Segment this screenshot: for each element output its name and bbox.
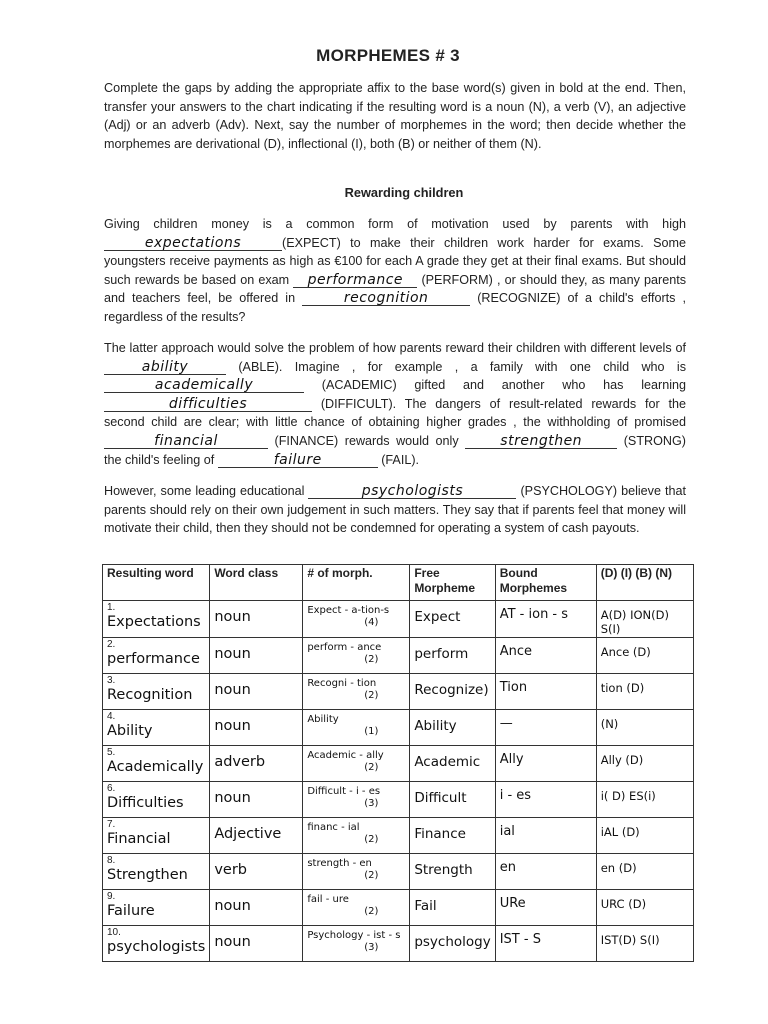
page-title: MORPHEMES # 3 [316, 46, 460, 65]
p1-text-2: (EXPECT) to make their children work harder for exams. Some youngsters receive payments as high as €100 for each A grade they get at their final exams. But should such rewards be based on exam [104, 235, 686, 287]
cell-resulting-word[interactable] [103, 818, 210, 854]
blank-2[interactable] [293, 273, 417, 288]
bound-morphemes: i - es [499, 788, 532, 803]
cell-dibn[interactable] [596, 782, 693, 818]
free-morpheme: psychology [414, 934, 491, 950]
cell-bound-morphemes[interactable] [495, 926, 596, 962]
cell-dibn[interactable] [596, 890, 693, 926]
free-morpheme: Expect [414, 609, 461, 625]
morph-count: (1) [364, 726, 379, 737]
answer-7: financial [154, 432, 218, 449]
table-header-row [103, 565, 694, 601]
p2-text-1: The latter approach would solve the problem of how parents reward their children with different levels of [104, 341, 686, 355]
answer-2: performance [307, 271, 404, 288]
bound-morphemes: Tion [499, 680, 528, 695]
cell-word-class[interactable] [210, 638, 303, 674]
cell-bound-morphemes[interactable] [495, 818, 596, 854]
free-morpheme: Difficult [414, 790, 467, 806]
dibn-value: Ance (D) [600, 645, 651, 659]
table-row [103, 926, 694, 962]
free-morpheme: Academic [414, 754, 481, 770]
cell-bound-morphemes[interactable] [495, 674, 596, 710]
p3-text-2: (PSYCHOLOGY) believe that parents should rely on their own judgement in such matters. They say that if parents feel that money will motivate their child, then they should not be condemned for operating a system of cash payouts. [104, 484, 687, 536]
cell-morph-count[interactable] [303, 746, 410, 782]
bound-morphemes: — [499, 716, 513, 731]
resulting-word: Financial [107, 831, 171, 847]
resulting-word: performance [107, 651, 200, 667]
free-morpheme: Strength [414, 862, 473, 878]
bound-morphemes: Ally [499, 752, 524, 767]
table-row [103, 746, 694, 782]
morph-breakdown: financ - ial [307, 822, 360, 833]
resulting-word: Academically [107, 759, 204, 775]
instructions: Complete the gaps by adding the appropriate affix to the base word(s) given in bold at the end. Then, transfer your answers to the chart indicating if the resulting word is a noun (N), a verb (V), an adjective (Adj) or an adverb (Adv). Next, say the number of morphemes in the word; then decide whether the morphemes are derivational (D), inflectional (I), both (B) or neither of them (N). [104, 81, 686, 151]
dibn-value: IST(D) S(I) [600, 933, 660, 947]
p2-text-2: (ABLE). Imagine , for example , a family with one child who is [238, 359, 687, 374]
word-class: adverb [214, 754, 266, 770]
cell-resulting-word[interactable] [103, 638, 210, 674]
morph-count: (2) [364, 870, 379, 881]
cell-morph-count[interactable] [303, 926, 410, 962]
dibn-value: i( D) ES(i) [600, 789, 656, 803]
cell-resulting-word[interactable] [103, 890, 210, 926]
cell-bound-morphemes[interactable] [495, 854, 596, 890]
cell-dibn[interactable] [596, 746, 693, 782]
cell-word-class[interactable] [210, 926, 303, 962]
cell-word-class[interactable] [210, 674, 303, 710]
p2-text-4: (DIFFICULT). The dangers of result-related rewards for the second child are clear; with little chance of obtaining higher grades , the withholding of promised [104, 396, 686, 430]
morph-breakdown: Expect - a-tion-s [307, 605, 390, 616]
cell-dibn[interactable] [596, 674, 693, 710]
cell-free-morpheme[interactable] [410, 890, 495, 926]
blank-5[interactable] [104, 378, 304, 393]
table-row [103, 601, 694, 638]
cell-bound-morphemes[interactable] [495, 601, 596, 638]
p2-text-5: (FINANCE) rewards would only [274, 433, 459, 448]
cell-morph-count[interactable] [303, 674, 410, 710]
word-class: noun [214, 718, 251, 734]
bound-morphemes: URe [499, 896, 526, 911]
morph-count: (4) [364, 617, 379, 628]
answer-5: academically [154, 377, 254, 394]
paragraph-1 [104, 215, 686, 327]
blank-7[interactable] [104, 434, 268, 449]
cell-bound-morphemes[interactable] [495, 638, 596, 674]
cell-free-morpheme[interactable] [410, 638, 495, 674]
morph-count: (2) [364, 906, 379, 917]
bound-morphemes: AT - ion - s [499, 607, 569, 622]
dibn-value: Ally (D) [600, 753, 644, 767]
cell-morph-count[interactable] [303, 601, 410, 638]
cell-dibn[interactable] [596, 601, 693, 638]
p2-text-3: (ACADEMIC) gifted and another who has learning [321, 378, 687, 393]
morph-breakdown: perform - ance [307, 642, 382, 653]
cell-morph-count[interactable] [303, 890, 410, 926]
header-bound-morphemes: Bound Morphemes [495, 565, 596, 601]
cell-word-class[interactable] [210, 854, 303, 890]
bound-morphemes: en [499, 860, 516, 875]
cell-morph-count[interactable] [303, 638, 410, 674]
p2-text-6: (STRONG) the child's feeling of [104, 433, 686, 467]
header-resulting-word: Resulting word [103, 565, 210, 601]
morph-count: (2) [364, 690, 379, 701]
word-class: noun [214, 898, 251, 914]
chart-body [103, 601, 694, 962]
cell-bound-morphemes[interactable] [495, 782, 596, 818]
cell-dibn[interactable] [596, 638, 693, 674]
morph-breakdown: fail - ure [307, 894, 349, 905]
table-row [103, 854, 694, 890]
table-row [103, 638, 694, 674]
answer-6: difficulties [168, 395, 248, 412]
word-class: noun [214, 934, 251, 950]
cell-dibn[interactable] [596, 710, 693, 746]
cell-bound-morphemes[interactable] [495, 710, 596, 746]
word-class: noun [214, 682, 251, 698]
free-morpheme: Finance [414, 826, 466, 842]
row-number: 2. [107, 639, 116, 650]
blank-10[interactable] [308, 484, 516, 499]
cell-word-class[interactable] [210, 746, 303, 782]
cell-resulting-word[interactable] [103, 782, 210, 818]
resulting-word: Difficulties [107, 795, 184, 811]
table-row [103, 782, 694, 818]
bound-morphemes: IST - S [499, 932, 541, 947]
answer-3: recognition [343, 290, 429, 307]
cell-dibn[interactable] [596, 818, 693, 854]
free-morpheme: Fail [414, 898, 437, 914]
row-number: 7. [107, 819, 116, 830]
blank-8[interactable] [465, 434, 617, 449]
header-free-morpheme: Free Morpheme [410, 565, 495, 601]
row-number: 5. [107, 747, 116, 758]
morph-count: (2) [364, 762, 379, 773]
resulting-word: Failure [107, 903, 155, 919]
free-morpheme: Recognize) [414, 682, 489, 698]
p3-text-1: However, some leading educational [104, 484, 305, 498]
answer-8: strengthen [500, 432, 583, 449]
cell-free-morpheme[interactable] [410, 854, 495, 890]
row-number: 1. [107, 602, 116, 613]
dibn-value: tion (D) [600, 681, 645, 695]
paragraph-2 [104, 339, 686, 469]
cell-free-morpheme[interactable] [410, 782, 495, 818]
cell-word-class[interactable] [210, 710, 303, 746]
blank-1[interactable] [104, 236, 282, 251]
morph-breakdown: Recogni - tion [307, 678, 377, 689]
cell-resulting-word[interactable] [103, 746, 210, 782]
section-subtitle: Rewarding children [344, 185, 464, 200]
morph-count: (3) [364, 942, 379, 953]
p1-text-1: Giving children money is a common form of motivation used by parents with high [104, 217, 686, 231]
cell-free-morpheme[interactable] [410, 674, 495, 710]
table-row [103, 710, 694, 746]
blank-6[interactable] [104, 397, 312, 412]
cell-resulting-word[interactable] [103, 601, 210, 638]
word-class: Adjective [214, 826, 282, 842]
p1-text-4: (RECOGNIZE) of a child's efforts , regardless of the results? [104, 291, 687, 324]
cell-resulting-word[interactable] [103, 854, 210, 890]
morph-breakdown: Psychology - ist - s [307, 930, 401, 941]
table-row [103, 890, 694, 926]
dibn-value: URC (D) [600, 897, 647, 911]
cell-free-morpheme[interactable] [410, 818, 495, 854]
answer-10: psychologists [361, 483, 464, 499]
row-number: 3. [107, 675, 116, 686]
cell-morph-count[interactable] [303, 782, 410, 818]
cell-free-morpheme[interactable] [410, 926, 495, 962]
answer-1: expectations [144, 234, 242, 251]
header-morph-count: # of morph. [303, 565, 410, 601]
dibn-value: A(D) ION(D) S(I) [600, 608, 669, 636]
morph-breakdown: Difficult - i - es [307, 786, 381, 797]
cell-free-morpheme[interactable] [410, 601, 495, 638]
cell-resulting-word[interactable] [103, 674, 210, 710]
resulting-word: psychologists [107, 939, 206, 955]
cell-free-morpheme[interactable] [410, 710, 495, 746]
morph-breakdown: Academic - ally [307, 750, 384, 761]
morph-count: (2) [364, 834, 379, 845]
resulting-word: Strengthen [107, 867, 188, 883]
cell-bound-morphemes[interactable] [495, 746, 596, 782]
cell-word-class[interactable] [210, 890, 303, 926]
morph-breakdown: Ability [307, 714, 339, 725]
header-dibn: (D) (I) (B) (N) [596, 565, 693, 601]
dibn-value: en (D) [600, 861, 637, 875]
cell-word-class[interactable] [210, 818, 303, 854]
dibn-value: (N) [600, 717, 619, 731]
resulting-word: Ability [107, 723, 153, 739]
resulting-word: Expectations [107, 614, 201, 630]
cell-dibn[interactable] [596, 926, 693, 962]
cell-word-class[interactable] [210, 782, 303, 818]
cell-bound-morphemes[interactable] [495, 890, 596, 926]
resulting-word: Recognition [107, 687, 193, 703]
blank-4[interactable] [104, 360, 226, 375]
p1-text-3: (PERFORM) , or should they, as many parents and teachers feel, be offered in [104, 272, 687, 306]
morph-breakdown: strength - en [307, 858, 372, 869]
cell-morph-count[interactable] [303, 854, 410, 890]
cell-resulting-word[interactable] [103, 926, 210, 962]
blank-9[interactable] [218, 453, 378, 468]
blank-3[interactable] [302, 291, 470, 306]
word-class: noun [214, 609, 251, 625]
row-number: 4. [107, 711, 116, 722]
row-number: 10. [107, 927, 121, 938]
cell-morph-count[interactable] [303, 818, 410, 854]
row-number: 9. [107, 891, 116, 902]
answer-9: failure [273, 451, 322, 468]
morph-count: (2) [364, 654, 379, 665]
bound-morphemes: ial [499, 824, 515, 839]
free-morpheme: perform [414, 646, 469, 662]
table-row [103, 818, 694, 854]
table-row [103, 674, 694, 710]
cell-word-class[interactable] [210, 601, 303, 638]
row-number: 6. [107, 783, 116, 794]
row-number: 8. [107, 855, 116, 866]
cell-dibn[interactable] [596, 854, 693, 890]
bound-morphemes: Ance [499, 644, 532, 659]
word-class: noun [214, 790, 251, 806]
p2-text-7: (FAIL). [381, 452, 420, 467]
free-morpheme: Ability [414, 718, 457, 734]
header-word-class: Word class [210, 565, 303, 601]
morpheme-chart [102, 564, 694, 962]
dibn-value: iAL (D) [600, 825, 640, 839]
answer-4: ability [141, 358, 189, 375]
word-class: noun [214, 646, 251, 662]
morph-count: (3) [364, 798, 379, 809]
cell-resulting-word[interactable] [103, 710, 210, 746]
cell-morph-count[interactable] [303, 710, 410, 746]
paragraph-3 [104, 482, 686, 538]
word-class: verb [214, 862, 247, 878]
cell-free-morpheme[interactable] [410, 746, 495, 782]
